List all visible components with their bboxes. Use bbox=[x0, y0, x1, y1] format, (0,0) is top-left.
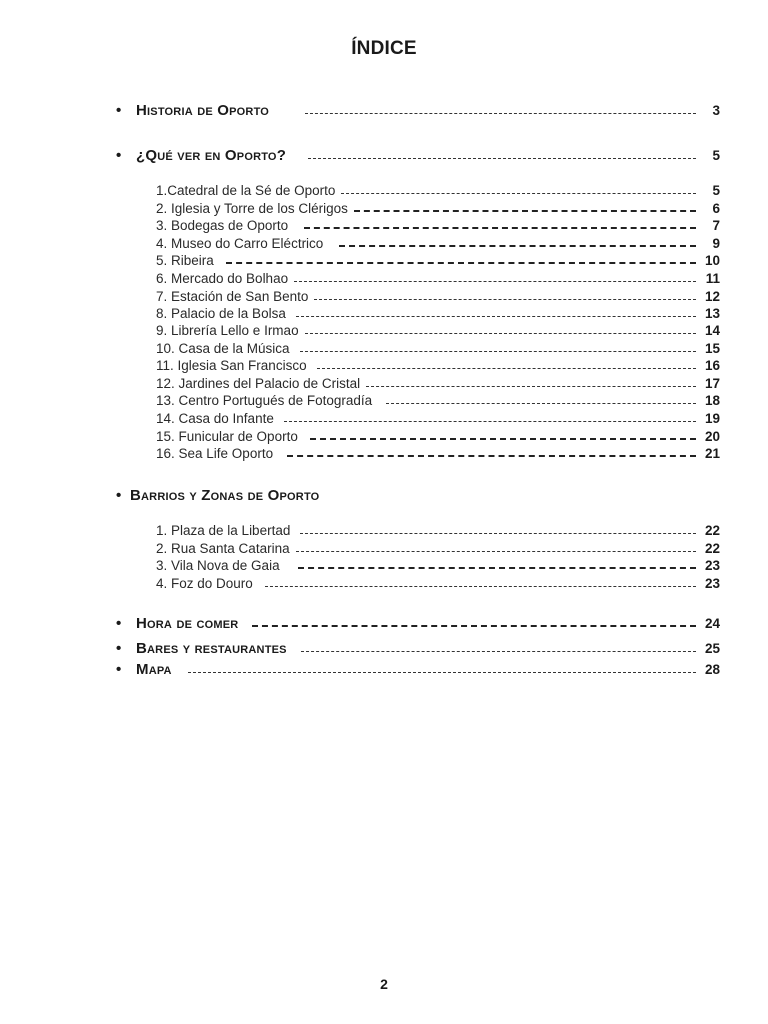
toc-page-number: 3 bbox=[712, 102, 720, 118]
toc-item[interactable] bbox=[156, 269, 720, 287]
toc-item[interactable] bbox=[156, 539, 720, 557]
toc-item-label: 12. Jardines del Palacio de Cristal bbox=[156, 375, 361, 391]
toc-section-label: Bares y restaurantes bbox=[136, 639, 287, 657]
toc-page-number: 12 bbox=[704, 288, 720, 304]
toc-page-number: 24 bbox=[704, 615, 720, 631]
toc-section-label: Mapa bbox=[136, 660, 172, 678]
dot-leader bbox=[308, 158, 696, 159]
toc-item-label: 3. Vila Nova de Gaia bbox=[156, 557, 280, 573]
toc-section-label: Barrios y Zonas de Oporto bbox=[130, 486, 320, 504]
dot-leader bbox=[296, 551, 696, 552]
toc-item-label: 9. Librería Lello e Irmao bbox=[156, 322, 299, 338]
toc-section-que-ver[interactable] bbox=[116, 146, 720, 164]
toc-section-label: ¿Qué ver en Oporto? bbox=[136, 146, 287, 164]
toc-item-label: 2. Rua Santa Catarina bbox=[156, 540, 290, 556]
toc-item-label: 2. Iglesia y Torre de los Clérigos bbox=[156, 200, 348, 216]
toc-section-mapa[interactable] bbox=[116, 660, 720, 678]
toc-page-number: 22 bbox=[704, 522, 720, 538]
toc-item[interactable] bbox=[156, 391, 720, 409]
dot-leader bbox=[317, 368, 696, 369]
dot-leader bbox=[265, 586, 696, 587]
toc-section-barrios[interactable] bbox=[116, 486, 720, 504]
bullet: • bbox=[116, 639, 122, 657]
toc-page-number: 7 bbox=[712, 217, 720, 233]
toc-section-label: Historia de Oporto bbox=[136, 101, 270, 119]
toc-item[interactable] bbox=[156, 287, 720, 305]
toc-item-label: 1.Catedral de la Sé de Oporto bbox=[156, 182, 336, 198]
toc-page-number: 18 bbox=[704, 392, 720, 408]
toc-item[interactable] bbox=[156, 574, 720, 592]
dot-leader bbox=[305, 333, 696, 334]
bullet: • bbox=[116, 101, 122, 119]
toc-page-number: 25 bbox=[704, 640, 720, 656]
toc-page-number: 20 bbox=[704, 428, 720, 444]
toc-page-number: 22 bbox=[704, 540, 720, 556]
toc-page-number: 19 bbox=[704, 410, 720, 426]
toc-item-label: 3. Bodegas de Oporto bbox=[156, 217, 289, 233]
toc-item[interactable] bbox=[156, 356, 720, 374]
toc-item[interactable] bbox=[156, 216, 720, 234]
toc-page-number: 13 bbox=[704, 305, 720, 321]
toc-page-number: 5 bbox=[712, 147, 720, 163]
toc-item-label: 10. Casa de la Música bbox=[156, 340, 290, 356]
dot-leader bbox=[296, 316, 696, 317]
toc-item-label: 6. Mercado do Bolhao bbox=[156, 270, 289, 286]
toc-item-label: 13. Centro Portugués de Fotogradía bbox=[156, 392, 373, 408]
toc-page-number: 17 bbox=[704, 375, 720, 391]
toc-item[interactable] bbox=[156, 427, 720, 445]
toc-section-label: Hora de comer bbox=[136, 614, 239, 632]
dot-leader bbox=[188, 672, 696, 673]
toc-page-number: 14 bbox=[704, 322, 720, 338]
bullet: • bbox=[116, 614, 122, 632]
toc-page-number: 9 bbox=[712, 235, 720, 251]
footer-page-number: 2 bbox=[380, 976, 388, 992]
dot-leader bbox=[366, 386, 696, 387]
dot-leader bbox=[300, 351, 696, 352]
dot-leader bbox=[298, 567, 696, 569]
toc-item-label: 4. Foz do Douro bbox=[156, 575, 253, 591]
toc-page-number: 15 bbox=[704, 340, 720, 356]
toc-section-bares[interactable] bbox=[116, 639, 720, 657]
toc-item-label: 8. Palacio de la Bolsa bbox=[156, 305, 286, 321]
toc-item[interactable] bbox=[156, 321, 720, 339]
toc-item[interactable] bbox=[156, 556, 720, 574]
toc-item[interactable] bbox=[156, 234, 720, 252]
toc-page-number: 11 bbox=[705, 270, 720, 286]
dot-leader bbox=[287, 455, 696, 457]
dot-leader bbox=[226, 262, 696, 264]
toc-page-number: 16 bbox=[704, 357, 720, 373]
toc-item[interactable] bbox=[156, 521, 720, 539]
bullet: • bbox=[116, 660, 122, 678]
toc-section-hora-de-comer[interactable] bbox=[116, 614, 720, 632]
toc-item[interactable] bbox=[156, 409, 720, 427]
toc-item[interactable] bbox=[156, 181, 720, 199]
toc-item-label: 14. Casa do Infante bbox=[156, 410, 274, 426]
toc-item-label: 11. Iglesia San Francisco bbox=[156, 357, 307, 373]
dot-leader bbox=[341, 193, 696, 194]
bullet: • bbox=[116, 486, 122, 504]
dot-leader bbox=[294, 281, 696, 282]
toc-page-number: 28 bbox=[704, 661, 720, 677]
toc-item-label: 16. Sea Life Oporto bbox=[156, 445, 274, 461]
page-title: ÍNDICE bbox=[351, 38, 417, 59]
toc-page-number: 21 bbox=[704, 445, 720, 461]
dot-leader bbox=[339, 245, 696, 247]
toc-item[interactable] bbox=[156, 304, 720, 322]
toc-page-number: 23 bbox=[704, 557, 720, 573]
dot-leader bbox=[386, 403, 696, 404]
dot-leader bbox=[284, 421, 696, 422]
dot-leader bbox=[310, 438, 696, 440]
toc-item-label: 1. Plaza de la Libertad bbox=[156, 522, 291, 538]
toc-item-label: 4. Museo do Carro Eléctrico bbox=[156, 235, 324, 251]
dot-leader bbox=[314, 299, 696, 300]
dot-leader bbox=[300, 533, 696, 534]
toc-item[interactable] bbox=[156, 444, 720, 462]
toc-item[interactable] bbox=[156, 251, 720, 269]
dot-leader bbox=[305, 113, 696, 114]
toc-item-label: 15. Funicular de Oporto bbox=[156, 428, 298, 444]
toc-page-number: 6 bbox=[712, 200, 720, 216]
toc-page-number: 5 bbox=[712, 182, 720, 198]
bullet: • bbox=[116, 146, 122, 164]
toc-item-label: 7. Estación de San Bento bbox=[156, 288, 309, 304]
dot-leader bbox=[354, 210, 696, 212]
toc-item[interactable] bbox=[156, 199, 720, 217]
toc-page-number: 23 bbox=[704, 575, 720, 591]
toc-page-number: 10 bbox=[704, 252, 720, 268]
dot-leader bbox=[301, 651, 696, 652]
toc-item[interactable] bbox=[156, 339, 720, 357]
dot-leader bbox=[304, 227, 696, 229]
toc-item[interactable] bbox=[156, 374, 720, 392]
toc-item-label: 5. Ribeira bbox=[156, 252, 214, 268]
dot-leader bbox=[252, 625, 696, 627]
toc-section-historia[interactable] bbox=[116, 101, 720, 119]
